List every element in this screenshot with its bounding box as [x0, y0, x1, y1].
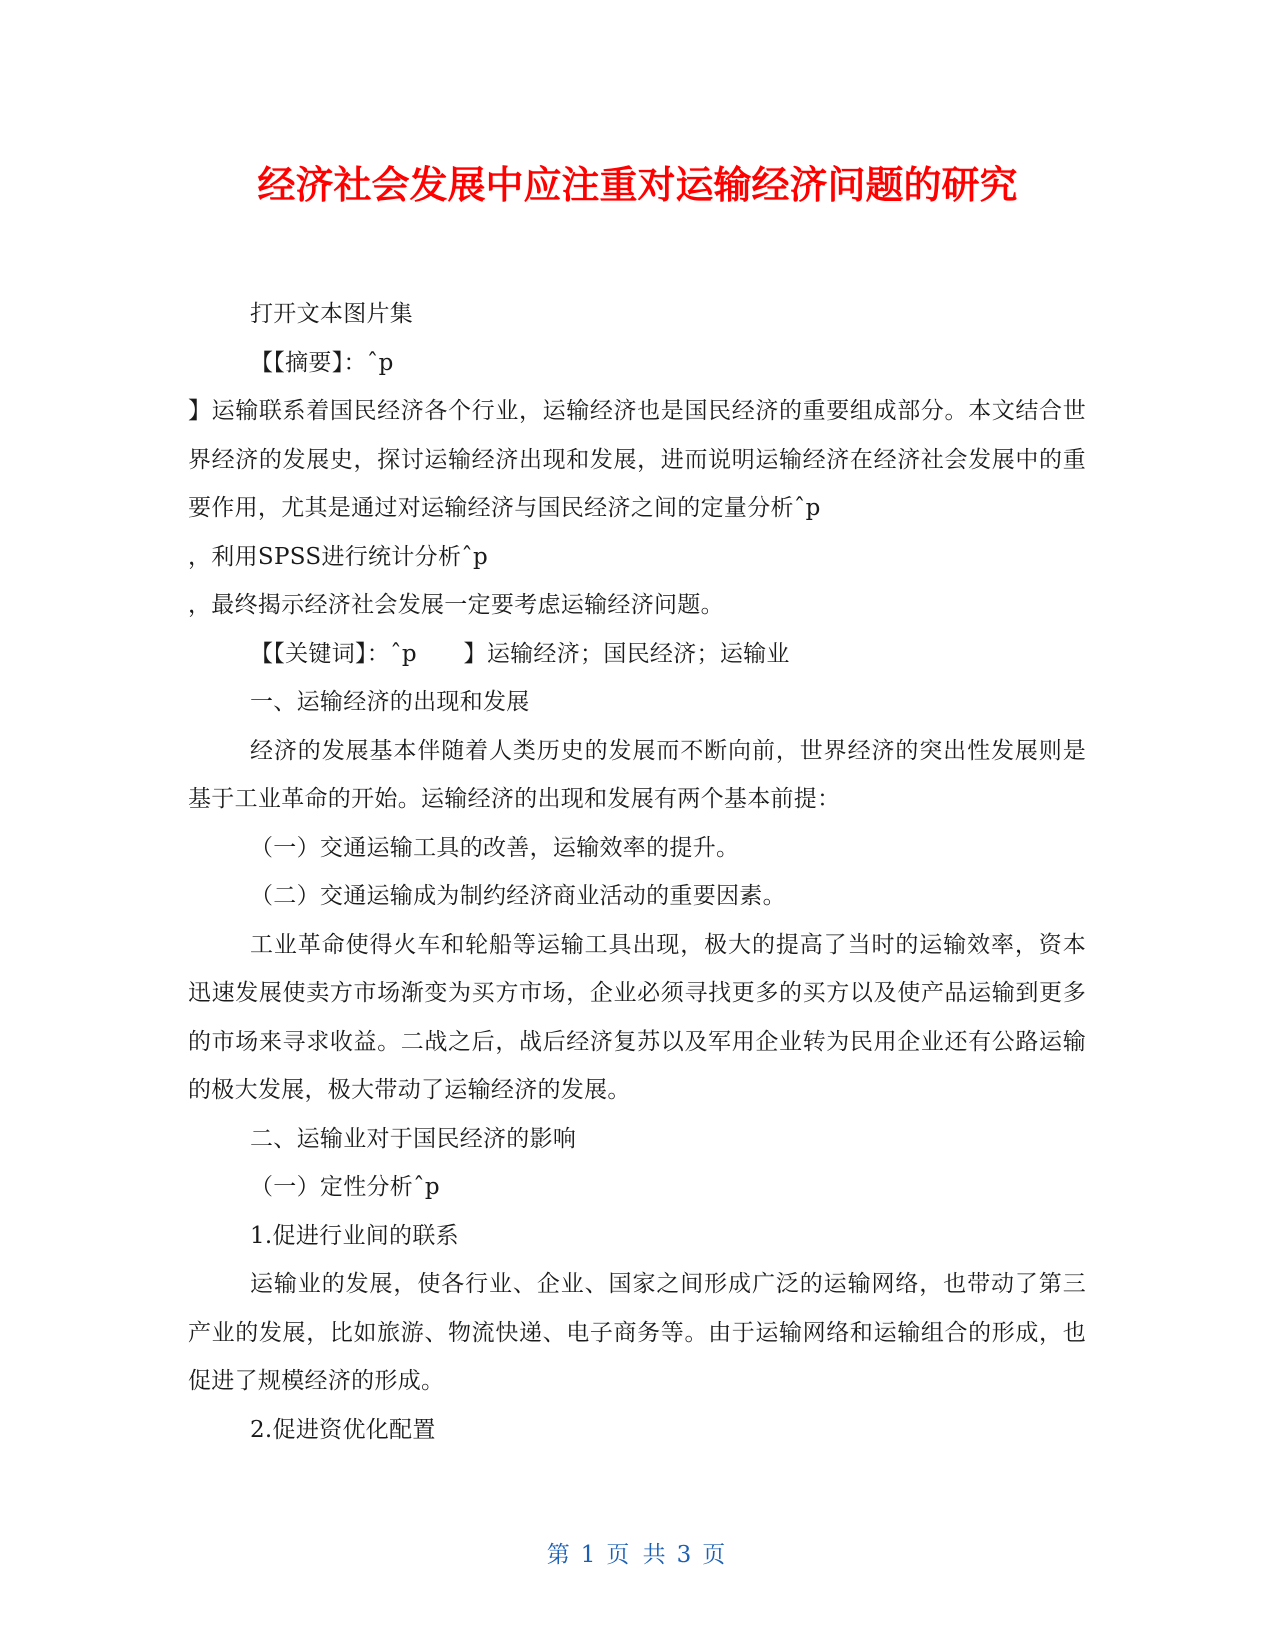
paragraph: 运输业的发展，使各行业、企业、国家之间形成广泛的运输网络，也带动了第三产业的发展，比如旅游、物流快递、电子商务等。由于运输网络和运输组合的形成，也促进了规模经济的形成。	[188, 1271, 1086, 1394]
abstract-text: 】运输联系着国民经济各个行业，运输经济也是国民经济的重要组成部分。本文结合世界经济的发展史，探讨运输经济出现和发展，进而说明运输经济在经济社会发展中的重要作用，尤其是通过对运输经济与国民经济之间的定量分析ˆp	[188, 398, 1086, 521]
page-footer	[0, 1540, 1275, 1570]
footer-suffix: 页	[702, 1542, 729, 1568]
keywords: 【【关键词】：ˆp 】运输经济；国民经济；运输业	[250, 640, 790, 667]
section-heading: 一、运输经济的出现和发展	[250, 689, 530, 715]
footer-prefix: 第	[546, 1542, 573, 1568]
paragraph: 经济的发展基本伴随着人类历史的发展而不断向前，世界经济的突出性发展则是基于工业革命的开始。运输经济的出现和发展有两个基本前提：	[188, 737, 1086, 812]
paragraph: 工业革命使得火车和轮船等运输工具出现，极大的提高了当时的运输效率，资本迅速发展使卖方市场渐变为买方市场，企业必须寻找更多的买方以及使产品运输到更多的市场来寻求收益。二战之后，战后经济复苏以及军用企业转为民用企业还有公路运输的极大发展，极大带动了运输经济的发展。	[188, 931, 1086, 1103]
list-item: （二）交通运输成为制约经济商业活动的重要因素。	[250, 883, 786, 909]
document-body	[188, 290, 1086, 1454]
page-title: 经济社会发展中应注重对运输经济问题的研究	[257, 163, 1018, 207]
paragraph: ，利用SPSS进行统计分析ˆp	[188, 543, 489, 570]
section-heading: 二、运输业对于国民经济的影响	[250, 1125, 577, 1152]
footer-middle: 页 共	[606, 1542, 669, 1568]
footer-total-pages: 3	[676, 1542, 695, 1568]
subsection-heading: 1.促进行业间的联系	[250, 1222, 459, 1249]
list-item: （一）交通运输工具的改善，运输效率的提升。	[250, 834, 740, 861]
footer-current-page: 1	[580, 1542, 599, 1568]
abstract-label: 【【摘要】：ˆp	[250, 349, 394, 376]
subsection-heading: 2.促进资优化配置	[250, 1416, 436, 1443]
paragraph: ，最终揭示经济社会发展一定要考虑运输经济问题。	[188, 592, 724, 618]
subsection-heading: （一）定性分析ˆp	[250, 1174, 440, 1200]
paragraph: 打开文本图片集	[250, 301, 414, 327]
